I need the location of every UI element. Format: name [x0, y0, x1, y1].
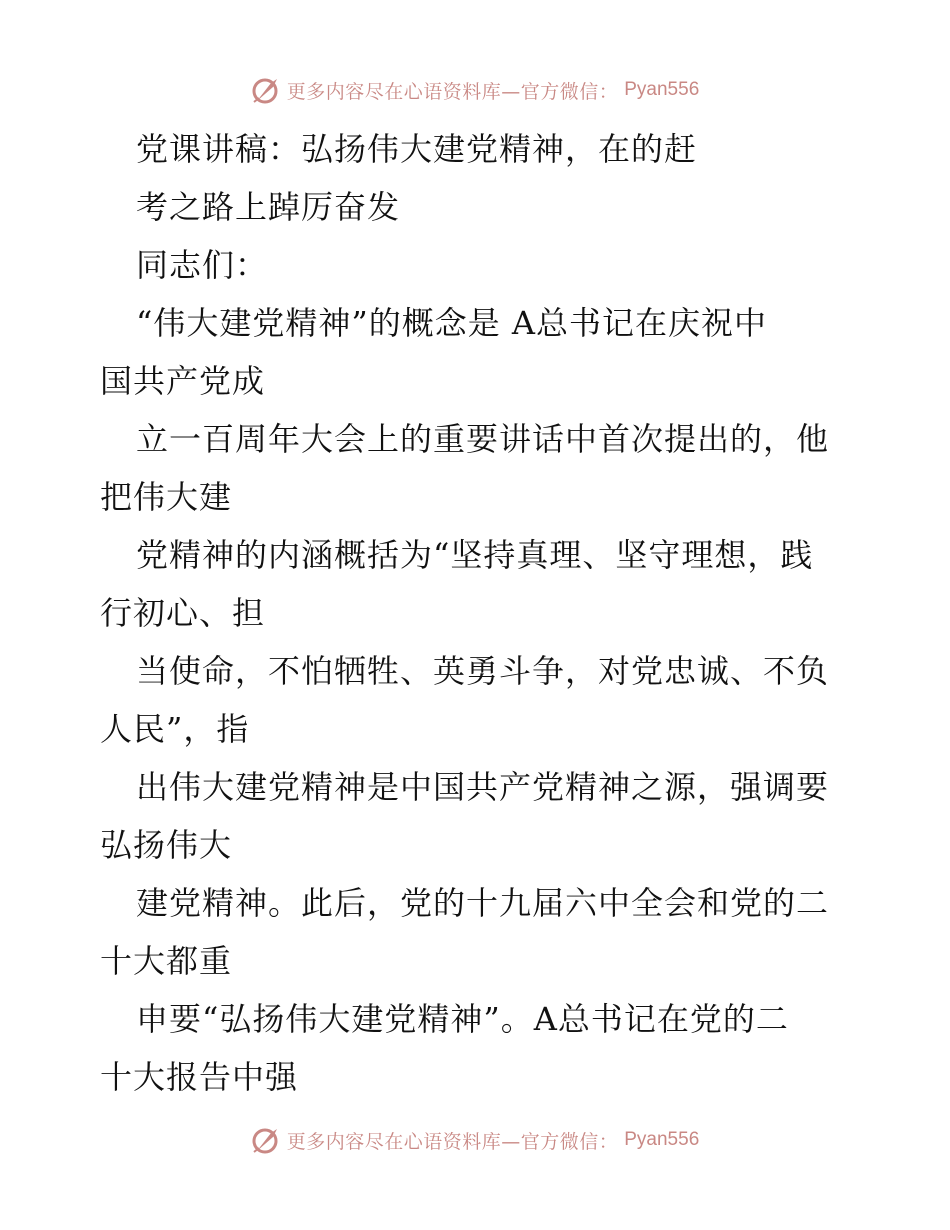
paragraph-line: 弘扬伟大 [100, 826, 233, 864]
footer-watermark [0, 1120, 950, 1160]
header-watermark [0, 70, 950, 110]
title-line-1: 党课讲稿：弘扬伟大建党精神，在的赶 [136, 130, 698, 168]
watermark-text: 更多内容尽在心语资料库—官方微信： [286, 1130, 619, 1153]
watermark-text: 更多内容尽在心语资料库—官方微信： [286, 80, 619, 103]
paragraph-line: 行初心、担 [100, 594, 266, 632]
paragraph-line: 申要“弘扬伟大建党精神”。A总书记在党的二 [136, 1000, 789, 1038]
document-body [100, 120, 860, 1106]
quill-logo-icon [251, 75, 281, 105]
paragraph-line: 立一百周年大会上的重要讲话中首次提出的，他 [136, 420, 830, 458]
paragraph-line: 把伟大建 [100, 478, 233, 516]
paragraph-line: 国共产党成 [100, 362, 266, 400]
paragraph-line: 十大报告中强 [100, 1058, 299, 1096]
paragraph-line: 党精神的内涵概括为“坚持真理、坚守理想，践 [136, 536, 814, 574]
paragraph-line: 十大都重 [100, 942, 233, 980]
paragraph-line: 建党精神。此后，党的十九届六中全会和党的二 [136, 884, 830, 922]
title-line-2: 考之路上踔厉奋发 [136, 188, 401, 226]
watermark-account: Pyan556 [624, 1129, 700, 1150]
salutation: 同志们： [136, 246, 269, 284]
paragraph-line: 出伟大建党精神是中国共产党精神之源，强调要 [136, 768, 830, 806]
watermark-account: Pyan556 [624, 79, 700, 100]
paragraph-line: 当使命，不怕牺牲、英勇斗争，对党忠诚、不负 [136, 652, 830, 690]
paragraph-line: “伟大建党精神”的概念是 A总书记在庆祝中 [136, 304, 768, 342]
quill-logo-icon [251, 1125, 281, 1155]
paragraph-line: 人民”，指 [100, 710, 250, 748]
